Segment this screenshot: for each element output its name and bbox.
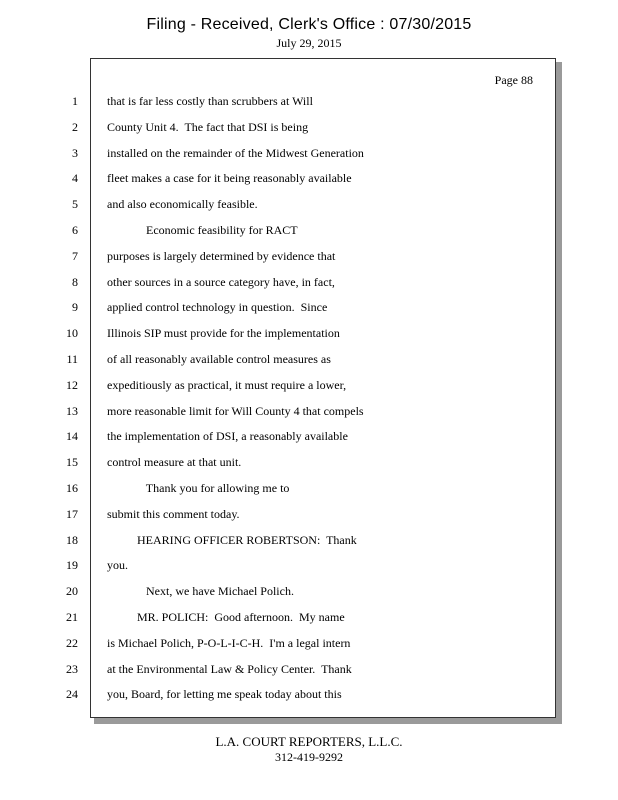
line-number: 12 [66,378,78,392]
line-text: the implementation of DSI, a reasonably available [107,429,348,443]
line-text: at the Environmental Law & Policy Center. Thank [107,662,352,676]
line-text: more reasonable limit for Will County 4 that compels [107,404,364,418]
line-number: 4 [72,171,78,185]
line-number: 13 [66,404,78,418]
line-text: submit this comment today. [107,507,240,521]
line-number: 14 [66,429,78,443]
line-text: applied control technology in question. Since [107,300,328,314]
line-text: Next, we have Michael Polich. [107,584,294,598]
line-number: 24 [66,687,78,701]
line-number: 11 [66,352,78,366]
line-text: Thank you for allowing me to [107,481,290,495]
line-text: County Unit 4. The fact that DSI is being [107,120,309,134]
transcript-date: July 29, 2015 [276,36,342,50]
line-text: purposes is largely determined by evidence that [107,249,336,263]
page-number: Page 88 [494,73,533,87]
line-number: 1 [72,94,78,108]
line-text: Economic feasibility for RACT [107,223,298,237]
line-number: 18 [66,533,78,547]
reporter-company: L.A. COURT REPORTERS, L.L.C. [215,734,403,749]
line-text: fleet makes a case for it being reasonably available [107,171,352,185]
line-text: MR. POLICH: Good afternoon. My name [107,610,345,624]
reporter-phone: 312-419-9292 [275,750,343,764]
line-text: HEARING OFFICER ROBERTSON: Thank [107,533,357,547]
line-number: 20 [66,584,78,598]
line-number: 10 [66,326,78,340]
line-number: 6 [72,223,78,237]
line-text: you. [107,558,128,572]
line-number: 15 [66,455,78,469]
line-number: 21 [66,610,78,624]
line-text: of all reasonably available control measures as [107,352,331,366]
line-number: 23 [66,662,78,676]
line-text: other sources in a source category have, in fact, [107,275,335,289]
line-number: 16 [66,481,78,495]
line-text: expeditiously as practical, it must require a lower, [107,378,347,392]
line-text: control measure at that unit. [107,455,242,469]
line-text: is Michael Polich, P-O-L-I-C-H. I'm a legal intern [107,636,351,650]
line-text: installed on the remainder of the Midwest Generation [107,146,364,160]
line-number: 7 [72,249,78,263]
line-number: 8 [72,275,78,289]
line-number: 22 [66,636,78,650]
line-number: 9 [72,300,78,314]
line-text: you, Board, for letting me speak today about this [107,687,342,701]
line-text: Illinois SIP must provide for the implementation [107,326,340,340]
line-number: 3 [72,146,78,160]
line-number: 17 [66,507,78,521]
line-number: 19 [66,558,78,572]
filing-stamp: Filing - Received, Clerk's Office : 07/30/2015 [146,16,472,33]
line-text: that is far less costly than scrubbers at Will [107,94,313,108]
line-number: 2 [72,120,78,134]
line-text: and also economically feasible. [107,197,258,211]
line-number: 5 [72,197,78,211]
